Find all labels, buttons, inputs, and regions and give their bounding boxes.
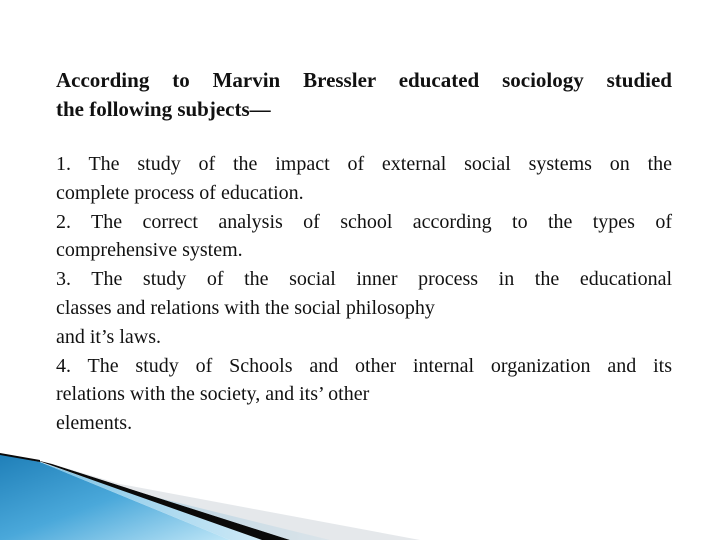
slide-heading bbox=[56, 66, 672, 124]
list-line-7: and it’s laws. bbox=[56, 325, 161, 348]
list-line-1: 1. The study of the impact of external social systems on the bbox=[56, 153, 672, 175]
list-line-6: classes and relations with the social philosophy bbox=[56, 296, 435, 319]
list-line-5: 3. The study of the social inner process in the educational bbox=[56, 268, 672, 291]
list-line-10: elements. bbox=[56, 412, 133, 435]
bottom-left-decoration bbox=[0, 440, 720, 540]
heading-line-1: According to Marvin Bressler educated sociology studied bbox=[56, 68, 672, 92]
decor-blue-wedge bbox=[0, 454, 230, 540]
subject-list bbox=[56, 150, 672, 438]
list-line-9: relations with the society, and its’ other bbox=[56, 383, 370, 406]
list-line-4: comprehensive system. bbox=[56, 239, 243, 262]
list-line-2: complete process of education. bbox=[56, 181, 304, 204]
heading-line-2: the following subjects— bbox=[56, 97, 271, 121]
list-line-3: 2. The correct analysis of school according to the types of bbox=[56, 210, 672, 233]
list-line-8: 4. The study of Schools and other internal organization and its bbox=[56, 354, 672, 377]
